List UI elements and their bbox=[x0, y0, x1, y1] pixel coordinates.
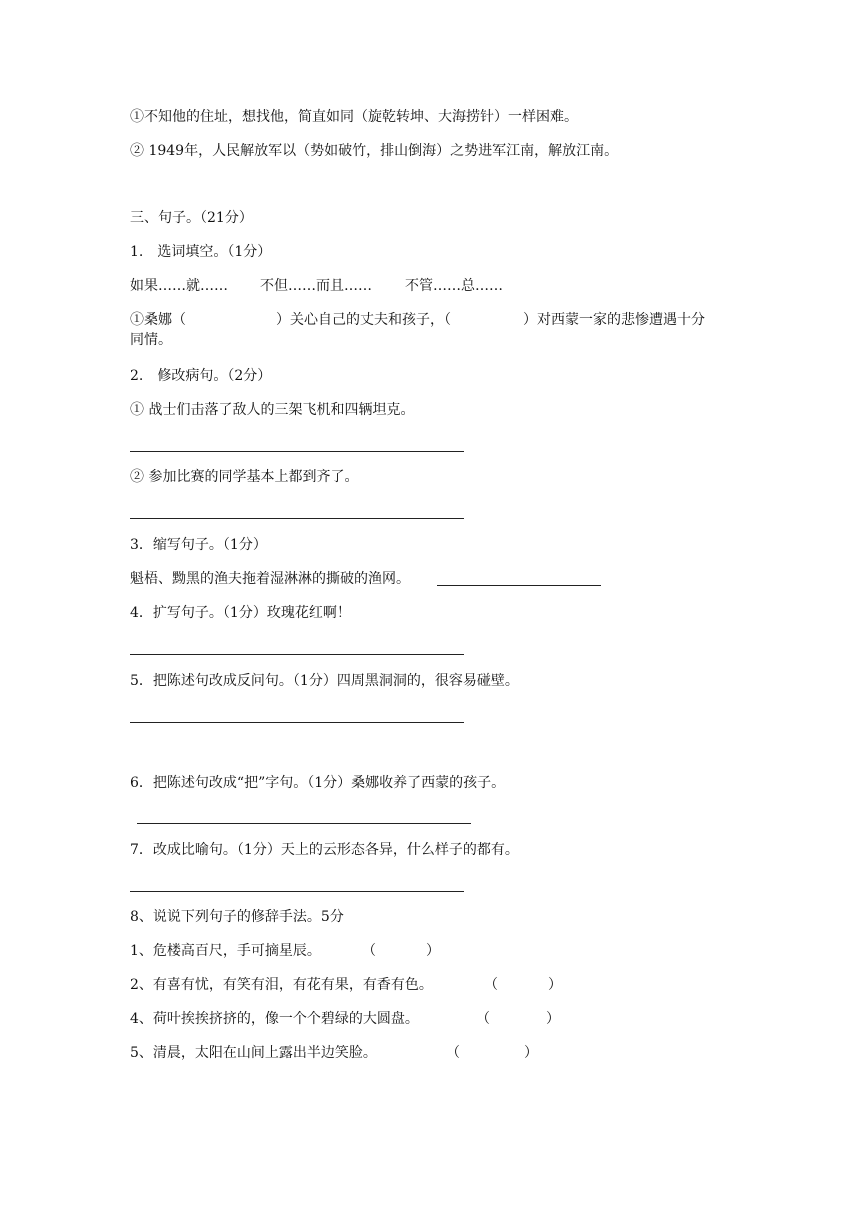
q2-title: 2. 修改病句。（2分） bbox=[130, 368, 272, 384]
q7-text: 7．改成比喻句。（1分）天上的云形态各异，什么样子的都有。 bbox=[130, 842, 519, 858]
q8-item-text: 2、有喜有忧，有笑有泪，有花有果，有香有色。 bbox=[130, 977, 433, 993]
q1-option-2: 不但……而且…… bbox=[260, 278, 372, 294]
q3-sentence: 魁梧、黝黑的渔夫拖着湿淋淋的撕破的渔网。 bbox=[130, 571, 410, 587]
q8-answer-close-paren: ） bbox=[548, 977, 562, 993]
q2-item-2: ② 参加比赛的同学基本上都到齐了。 bbox=[130, 469, 359, 485]
q8-item-text: 4、荷叶挨挨挤挤的，像一个个碧绿的大圆盘。 bbox=[130, 1011, 419, 1027]
q7-answer-line[interactable] bbox=[130, 891, 464, 892]
q6-answer-line[interactable] bbox=[137, 823, 471, 824]
q2-answer-line-1[interactable] bbox=[130, 451, 464, 452]
q8-answer-open-paren: （ bbox=[362, 943, 376, 959]
q2-answer-line-2[interactable] bbox=[130, 518, 464, 519]
q8-answer-close-paren: ） bbox=[426, 943, 440, 959]
q6-text: 6．把陈述句改成“把”字句。（1分）桑娜收养了西蒙的孩子。 bbox=[130, 775, 506, 791]
q1-options bbox=[130, 277, 503, 295]
q8-title: 8、说说下列句子的修辞手法。5分 bbox=[130, 909, 344, 925]
q4-answer-line[interactable] bbox=[130, 654, 464, 655]
q8-item-1 bbox=[130, 942, 440, 960]
q8-answer-open-paren: （ bbox=[476, 1011, 490, 1027]
q5-answer-line[interactable] bbox=[130, 722, 464, 723]
q8-item-text: 5、清晨，太阳在山间上露出半边笑脸。 bbox=[130, 1045, 377, 1061]
q8-answer-close-paren: ） bbox=[546, 1011, 560, 1027]
idiom-item-1: ①不知他的住址，想找他，简直如同（旋乾转坤、大海捞针）一样困难。 bbox=[130, 109, 578, 125]
q8-answer-close-paren: ） bbox=[524, 1045, 538, 1061]
q8-item-2 bbox=[130, 976, 562, 994]
q8-item-text: 1、危楼高百尺，手可摘星辰。 bbox=[130, 943, 321, 959]
q2-item-1: ① 战士们击落了敌人的三架飞机和四辆坦克。 bbox=[130, 402, 415, 418]
q3-title: 3．缩写句子。（1分） bbox=[130, 537, 267, 553]
q1-sentence-part-c: ）对西蒙一家的悲惨遭遇十分 bbox=[523, 312, 705, 328]
q8-answer-open-paren: （ bbox=[446, 1045, 460, 1061]
q1-sentence-part-b: ）关心自己的丈夫和孩子，（ bbox=[276, 312, 451, 328]
q1-sentence-continued: 同情。 bbox=[130, 332, 172, 348]
q1-option-3: 不管……总…… bbox=[405, 278, 503, 294]
q3-answer-line[interactable] bbox=[437, 585, 601, 586]
q1-title: 1. 选词填空。（1分） bbox=[130, 244, 272, 260]
q5-text: 5．把陈述句改成反问句。（1分）四周黑洞洞的，很容易碰壁。 bbox=[130, 673, 519, 689]
q8-answer-open-paren: （ bbox=[484, 977, 498, 993]
q1-sentence-part-a: ①桑娜（ bbox=[130, 312, 186, 328]
q8-item-3 bbox=[130, 1010, 560, 1028]
q1-sentence bbox=[130, 311, 705, 329]
q1-option-1: 如果……就…… bbox=[130, 278, 228, 294]
q8-item-4 bbox=[130, 1044, 538, 1062]
idiom-item-2: ② 1949年，人民解放军以（势如破竹，排山倒海）之势进军江南，解放江南。 bbox=[130, 143, 619, 159]
section-title: 三、句子。（21分） bbox=[130, 210, 253, 226]
q4-text: 4．扩写句子。（1分）玫瑰花红啊！ bbox=[130, 605, 351, 621]
